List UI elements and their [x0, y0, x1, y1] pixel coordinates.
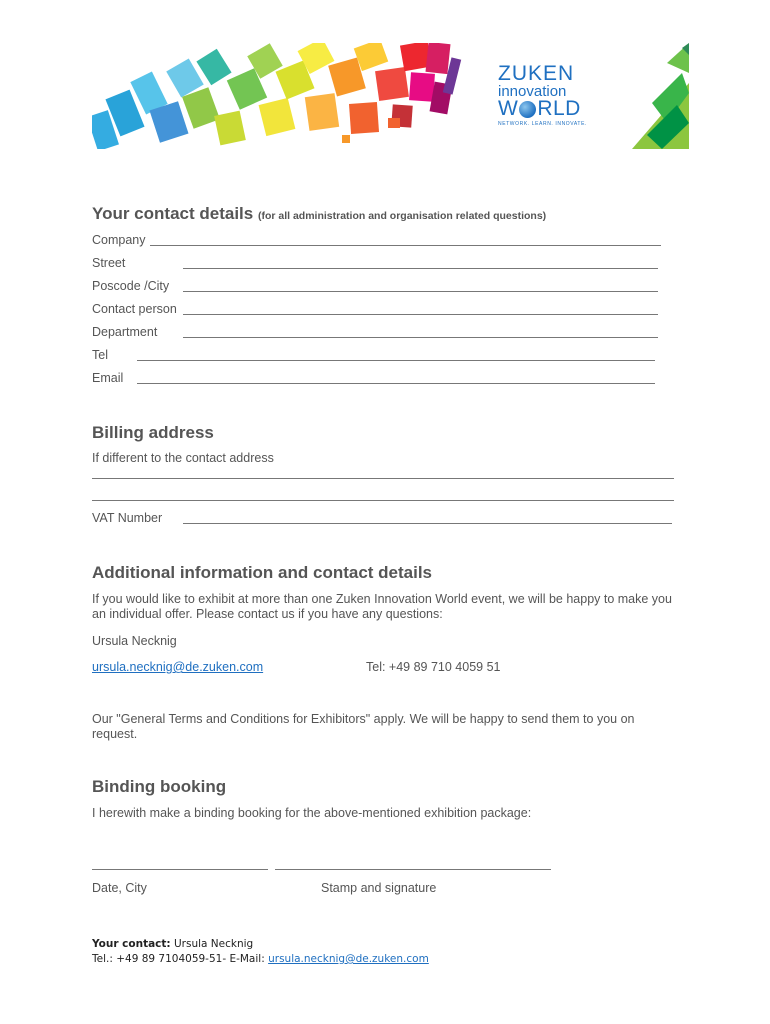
terms-text: Our "General Terms and Conditions for Exhibitors" apply. We will be happy to send them to you on request.: [92, 712, 635, 741]
billing-address-line-2[interactable]: [92, 500, 674, 501]
date-city-label: Date, City: [92, 881, 147, 895]
contact-person-field[interactable]: [183, 314, 658, 315]
stamp-signature-label: Stamp and signature: [321, 881, 437, 895]
binding-text: I herewith make a binding booking for the above-mentioned exhibition package:: [92, 806, 532, 820]
date-city-field[interactable]: [92, 869, 268, 870]
logo-world: [498, 99, 593, 119]
field-label-contact-person: Contact person: [92, 302, 177, 316]
contact-heading-title: Your contact details: [92, 204, 254, 223]
footer-contact-name: Ursula Necknig: [173, 938, 254, 950]
company-field[interactable]: [150, 245, 661, 246]
logo-tagline: NETWORK. LEARN. INNOVATE.: [498, 121, 587, 127]
street-field[interactable]: [183, 268, 658, 269]
additional-heading: Additional information and contact details: [92, 563, 433, 582]
zuken-logo: [498, 63, 593, 127]
logo-world-rld: RLD: [537, 97, 581, 120]
footer-email-link[interactable]: ursula.necknig@de.zuken.com: [268, 953, 429, 965]
department-field[interactable]: [183, 337, 658, 338]
stamp-signature-field[interactable]: [275, 869, 551, 870]
header-banner: [92, 43, 689, 149]
vat-number-field[interactable]: [183, 523, 672, 524]
field-label-street: Street: [92, 256, 126, 270]
globe-icon: [519, 101, 536, 118]
contact-heading: [92, 204, 546, 224]
field-label-company: Company: [92, 233, 146, 247]
binding-heading: Binding booking: [92, 777, 227, 796]
postcode-city-field[interactable]: [183, 291, 658, 292]
field-label-department: Department: [92, 325, 158, 339]
contact-email-link[interactable]: ursula.necknig@de.zuken.com: [92, 660, 264, 674]
footer-tel-email: [92, 953, 429, 965]
tel-field[interactable]: [137, 360, 655, 361]
footer-contact-label: Your contact:: [92, 938, 171, 950]
contact-person-name: Ursula Necknig: [92, 634, 177, 648]
field-label-tel: Tel: [92, 348, 108, 362]
field-label-email: Email: [92, 371, 124, 385]
contact-tel: Tel: +49 89 710 4059 51: [366, 660, 501, 674]
field-label-postcode-city: Poscode /City: [92, 279, 170, 293]
footer-contact: [92, 938, 253, 950]
billing-note: If different to the contact address: [92, 451, 274, 465]
logo-innovation: innovation: [498, 83, 567, 100]
footer-tel: Tel.: +49 89 7104059-51- E-Mail:: [92, 953, 265, 965]
logo-zuken: ZUKEN: [498, 62, 575, 85]
billing-heading: Billing address: [92, 423, 214, 442]
contact-heading-note: (for all administration and organisation related questions): [257, 210, 547, 222]
vat-label: VAT Number: [92, 511, 163, 525]
logo-world-w: W: [498, 97, 519, 120]
email-field[interactable]: [137, 383, 655, 384]
billing-address-line-1[interactable]: [92, 478, 674, 479]
colorful-mosaic-graphic: [92, 43, 689, 149]
additional-text: If you would like to exhibit at more than one Zuken Innovation World event, we will be happy to make you an individual offer. Please contact us if you have any questions:: [92, 592, 672, 621]
